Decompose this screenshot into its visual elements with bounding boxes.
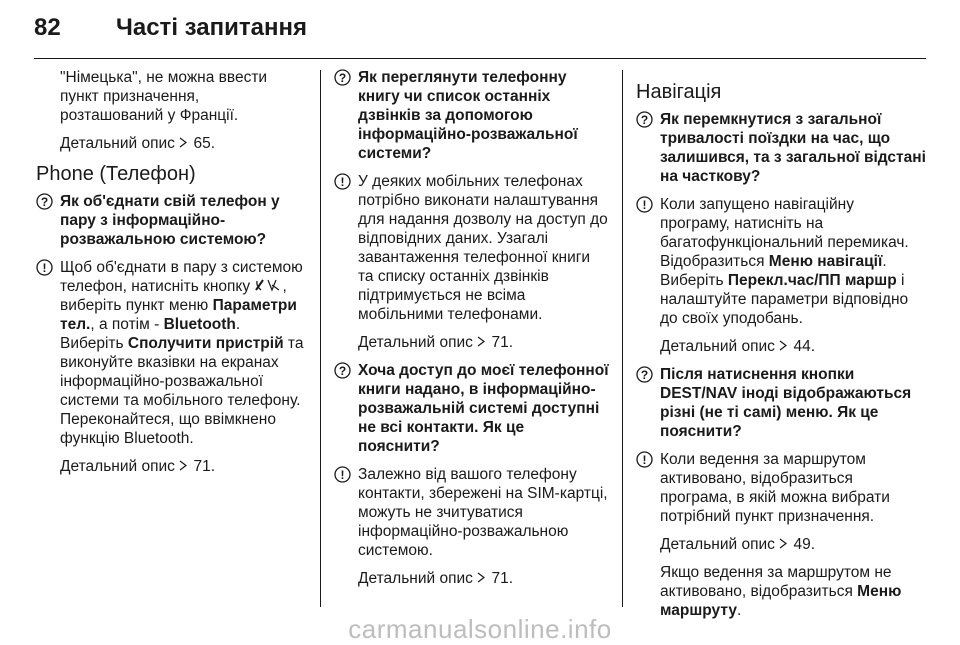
question: ? Як переглянути телефонну книгу чи список останніх дзвінків за допомогою інформаційно-розважальної системи? [334, 68, 609, 163]
triangle-right-icon [779, 535, 789, 554]
page-header [0, 0, 960, 60]
triangle-right-icon [779, 337, 789, 356]
svg-text:!: ! [340, 468, 345, 482]
svg-text:?: ? [640, 368, 649, 382]
svg-text:?: ? [40, 195, 49, 209]
column-divider [320, 70, 321, 607]
answer: ! Коли запущено навігаційну програму, натисніть на багатофункціональний перемикач. Відобразиться Меню навігації. Виберіть Перекл.час/ПП маршр і налаштуйте параметри відповідно до своїх уподобань. [636, 195, 926, 328]
reference: Детальний опис 71. [60, 458, 216, 475]
svg-text:!: ! [42, 261, 47, 275]
svg-text:?: ? [338, 364, 347, 378]
question: ? Як об'єднати свій телефон у пару з інформаційно-розважальною системою? [36, 192, 306, 249]
phone-button-icon [254, 278, 282, 292]
question-circle-icon [334, 362, 351, 379]
column-divider [622, 70, 623, 607]
triangle-right-icon [179, 134, 189, 153]
column-3 [636, 68, 926, 629]
answer: ! Коли ведення за маршрутом активовано, відобразиться програма, в якій можна вибрати потрібний пункт призначення. [636, 450, 926, 526]
question-circle-icon [636, 366, 653, 383]
svg-text:!: ! [340, 175, 345, 189]
header-rule [34, 58, 926, 59]
triangle-right-icon [477, 569, 487, 588]
svg-text:!: ! [642, 453, 647, 467]
answer: ! У деяких мобільних телефонах потрібно виконати налаштування для надання дозволу на доступ до відповідних даних. Узагалі завантаження телефонної книги та списку останніх дзвінків підтримується не всіма мобільними телефонами. [334, 172, 609, 324]
exclamation-circle-icon [334, 466, 351, 483]
watermark: carmanualsonline.info [348, 614, 612, 644]
question: ? Як перемкнутися з загальної тривалості поїздки на час, що залишився, та з загальної відстані на часткову? [636, 110, 926, 186]
triangle-right-icon [179, 457, 189, 476]
svg-text:!: ! [642, 198, 647, 212]
reference: Детальний опис 49. [660, 536, 816, 553]
column-1 [36, 68, 306, 485]
question-circle-icon [36, 193, 53, 210]
section-heading: Phone (Телефон) [36, 163, 196, 185]
triangle-right-icon [477, 333, 487, 352]
svg-text:?: ? [640, 113, 649, 127]
note-text: Якщо ведення за маршрутом не активовано, відобразиться Меню маршруту. [660, 564, 902, 619]
exclamation-circle-icon [36, 259, 53, 276]
intro-text: "Німецька", не можна ввести пункт призначення, розташований у Франції. [60, 69, 268, 124]
answer: ! Щоб об'єднати в пару з системою телефон, натисніть кнопку , виберіть пункт меню Параметри тел., а потім - Bluetooth. Виберіть Сполучити пристрій та виконуйте вказівки на екранах інформаційно-розважальної системи та мобільного телефону. Переконайтеся, що ввімкнено функцію Bluetooth. [36, 258, 306, 448]
question-circle-icon [334, 69, 351, 86]
section-heading: Навігація [636, 81, 722, 103]
reference: Детальний опис 71. [358, 570, 514, 587]
page-number: 82 [34, 14, 61, 41]
question: ? Після натиснення кнопки DEST/NAV іноді відображаються різні (не ті самі) меню. Як це пояснити? [636, 365, 926, 441]
reference: Детальний опис 44. [660, 338, 816, 355]
question-circle-icon [636, 111, 653, 128]
question: ? Хоча доступ до моєї телефонної книги надано, в інформаційно-розважальній системі доступні не всі контакти. Як це пояснити? [334, 361, 609, 456]
exclamation-circle-icon [636, 451, 653, 468]
svg-text:?: ? [338, 71, 347, 85]
reference: Детальний опис 71. [358, 334, 514, 351]
exclamation-circle-icon [636, 196, 653, 213]
page-title: Часті запитання [116, 14, 307, 41]
reference: Детальний опис 65. [60, 135, 216, 152]
exclamation-circle-icon [334, 173, 351, 190]
column-2 [334, 68, 609, 597]
answer: ! Залежно від вашого телефону контакти, збережені на SIM-картці, можуть не зчитуватися інформаційно-розважальною системою. [334, 465, 609, 560]
